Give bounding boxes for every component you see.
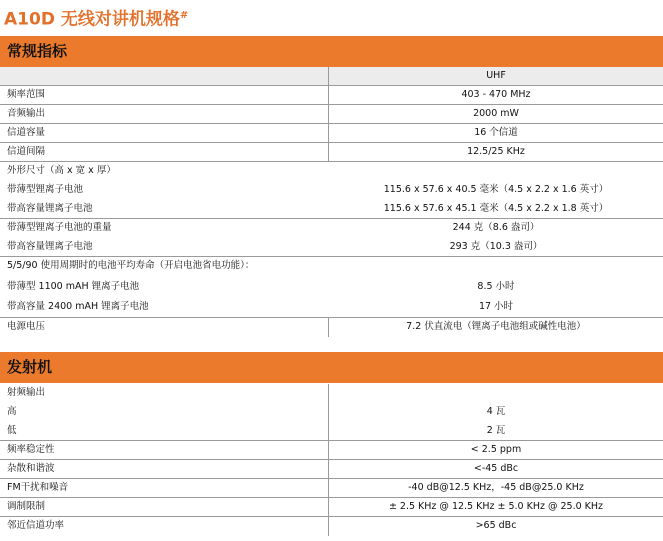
spec-row-weight-slim xyxy=(0,219,663,238)
spec-row-dim-high xyxy=(0,200,663,219)
spec-value: 4 瓦 xyxy=(486,406,506,417)
spec-value: 2 瓦 xyxy=(486,425,506,436)
spec-value: <-45 dBc xyxy=(473,463,519,474)
spec-group-label: 5/5/90 使用周期时的电池平均寿命（开启电池省电功能）： xyxy=(7,260,255,271)
column-header-uhf: UHF xyxy=(486,70,506,81)
spec-row-modulation-limit xyxy=(0,498,663,517)
spec-label: 带高容量 2400 mAH 锂离子电池 xyxy=(7,301,149,312)
transmitter-section-heading: 发射机 xyxy=(0,352,663,383)
spec-value: 403 - 470 MHz xyxy=(461,89,531,100)
spec-value: ± 2.5 KHz @ 12.5 KHz ± 5.0 KHz @ 25.0 KHz xyxy=(388,501,604,512)
spec-label: 调制限制 xyxy=(7,501,46,512)
spec-value: 244 克（8.6 盎司） xyxy=(452,222,540,233)
spec-value: 293 克（10.3 盎司） xyxy=(449,241,543,252)
spec-row-battery-life-heading xyxy=(0,257,663,276)
spec-row-dim-slim xyxy=(0,181,663,200)
spec-label: FM干扰和噪音 xyxy=(7,482,69,493)
spec-value: >65 dBc xyxy=(475,520,517,531)
title-footnote-mark: # xyxy=(179,10,189,21)
spec-label: 高 xyxy=(7,406,17,417)
spec-row-freq-range xyxy=(0,86,663,105)
spec-label: 带高容量锂离子电池 xyxy=(7,241,93,252)
spec-value: 16 个信道 xyxy=(474,127,518,138)
spec-row-adjacent-power xyxy=(0,517,663,536)
document-title xyxy=(4,3,188,29)
spec-row-fm-noise xyxy=(0,479,663,498)
spec-row-weight-high xyxy=(0,238,663,257)
spec-value: 17 小时 xyxy=(478,301,514,312)
spec-value: -40 dB@12.5 KHz，-45 dB@25.0 KHz xyxy=(408,482,584,493)
spec-label: 杂散和谐波 xyxy=(7,463,55,474)
spec-label: 音频输出 xyxy=(7,108,46,119)
spec-row-power-supply xyxy=(0,318,663,337)
spec-value: < 2.5 ppm xyxy=(470,444,522,455)
transmitter-section xyxy=(0,352,663,536)
spec-value: 8.5 小时 xyxy=(477,281,515,292)
spec-group-label: 外形尺寸（高 x 宽 x 厚） xyxy=(7,165,116,176)
spec-value: 12.5/25 KHz xyxy=(467,146,525,157)
spec-label: 信道间隔 xyxy=(7,146,46,157)
general-section-heading: 常规指标 xyxy=(0,36,663,67)
spec-label: 带高容量锂离子电池 xyxy=(7,203,93,214)
spec-row-low xyxy=(0,422,663,441)
spec-row-life-slim xyxy=(0,276,663,298)
spec-row-high xyxy=(0,403,663,422)
spec-row-channel-capacity xyxy=(0,124,663,143)
spec-label: 信道容量 xyxy=(7,127,46,138)
spec-row-life-high xyxy=(0,298,663,318)
spec-label: 低 xyxy=(7,425,17,436)
spec-value: 7.2 伏直流电（锂离子电池组或碱性电池） xyxy=(406,321,586,332)
spec-label: 频率稳定性 xyxy=(7,444,55,455)
spec-label: 带薄型锂离子电池 xyxy=(7,184,84,195)
column-header-row xyxy=(0,67,663,86)
spec-row-rf-output-heading xyxy=(0,384,663,403)
spec-label: 电源电压 xyxy=(7,321,46,332)
spec-label: 频率范围 xyxy=(7,89,46,100)
spec-row-spurious xyxy=(0,460,663,479)
spec-row-dimensions-heading xyxy=(0,162,663,181)
spec-row-freq-stability xyxy=(0,441,663,460)
column-divider xyxy=(328,384,329,403)
spec-row-audio-output xyxy=(0,105,663,124)
spec-label: 带薄型 1100 mAH 锂离子电池 xyxy=(7,281,140,292)
spec-label: 带薄型锂离子电池的重量 xyxy=(7,222,112,233)
document-title-text: A10D 无线对讲机规格 xyxy=(4,9,180,30)
spec-value: 115.6 x 57.6 x 45.1 毫米（4.5 x 2.2 x 1.8 英寸） xyxy=(383,203,609,214)
spec-label: 邻近信道功率 xyxy=(7,520,65,531)
spec-value: 115.6 x 57.6 x 40.5 毫米（4.5 x 2.2 x 1.6 英寸） xyxy=(383,184,609,195)
spec-group-label: 射频输出 xyxy=(7,387,46,398)
spec-row-channel-spacing xyxy=(0,143,663,162)
spec-value: 2000 mW xyxy=(473,108,519,119)
general-section xyxy=(0,36,663,337)
